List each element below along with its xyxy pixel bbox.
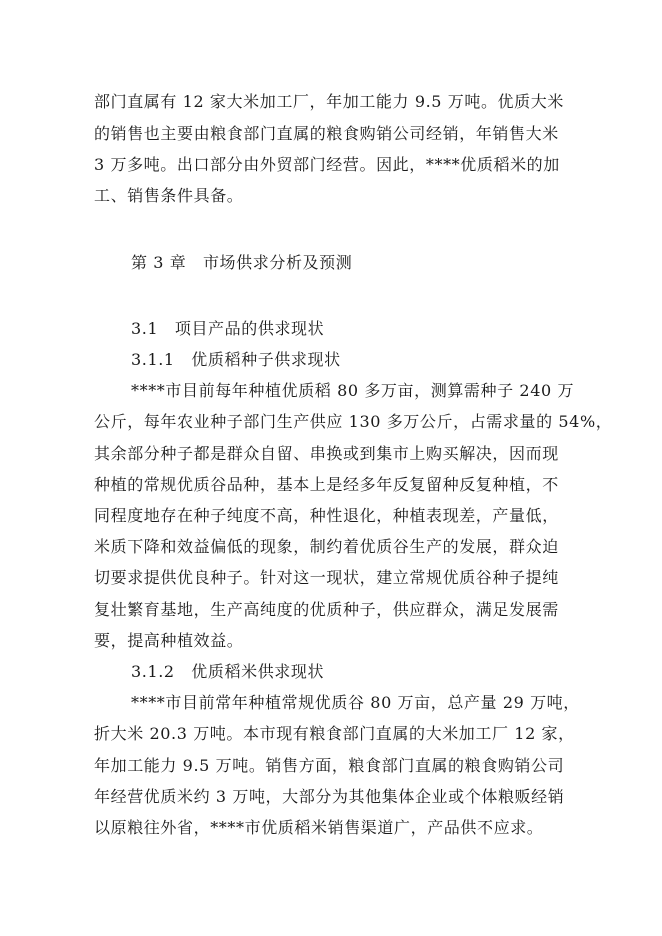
- body-text-line: 年加工能力 9.5 万吨。销售方面，粮食部门直属的粮食购销公司: [94, 756, 565, 775]
- body-text-line: 米质下降和效益偏低的现象，制约着优质谷生产的发展，群众迫: [94, 537, 559, 556]
- subsection-heading: 3.1.2 优质稻米供求现状: [131, 662, 325, 681]
- body-text-line: 种植的常规优质谷品种，基本上是经多年反复留种反复种植，不: [94, 475, 559, 494]
- body-text-line: 其余部分种子都是群众自留、串换或到集市上购买解决，因而现: [94, 444, 559, 463]
- body-text-line: 要，提高种植效益。: [94, 631, 244, 650]
- body-text-line: 以原粮往外省，****市优质稻米销售渠道广，产品供不应求。: [94, 818, 544, 837]
- body-text-line: 公斤，每年农业种子部门生产供应 130 多万公斤，占需求量的 54%，: [94, 412, 613, 431]
- section-heading: 3.1 项目产品的供求现状: [131, 319, 325, 338]
- body-text-line: 折大米 20.3 万吨。本市现有粮食部门直属的大米加工厂 12 家，: [94, 724, 575, 743]
- subsection-heading: 3.1.1 优质稻种子供求现状: [131, 350, 341, 369]
- body-text-line: 工、销售条件具备。: [94, 186, 244, 205]
- body-text-line: ****市目前常年种植常规优质谷 80 万亩，总产量 29 万吨，: [131, 693, 580, 712]
- body-text-line: 部门直属有 12 家大米加工厂，年加工能力 9.5 万吨。优质大米: [94, 92, 564, 111]
- chapter-heading: 第 3 章 市场供求分析及预测: [131, 253, 353, 272]
- body-text-line: 复壮繁育基地，生产高纯度的优质种子，供应群众，满足发展需: [94, 600, 559, 619]
- body-text-line: ****市目前每年种植优质稻 80 多万亩，测算需种子 240 万: [131, 381, 575, 400]
- body-text-line: 3 万多吨。出口部分由外贸部门经营。因此，****优质稻米的加: [94, 155, 560, 174]
- body-text-line: 年经营优质米约 3 万吨，大部分为其他集体企业或个体粮贩经销: [94, 787, 565, 806]
- body-text-line: 同程度地存在种子纯度不高，种性退化，种植表现差，产量低，: [94, 506, 559, 525]
- body-text-line: 切要求提供优良种子。针对这一现状，建立常规优质谷种子提纯: [94, 568, 559, 587]
- body-text-line: 的销售也主要由粮食部门直属的粮食购销公司经销，年销售大米: [94, 124, 559, 143]
